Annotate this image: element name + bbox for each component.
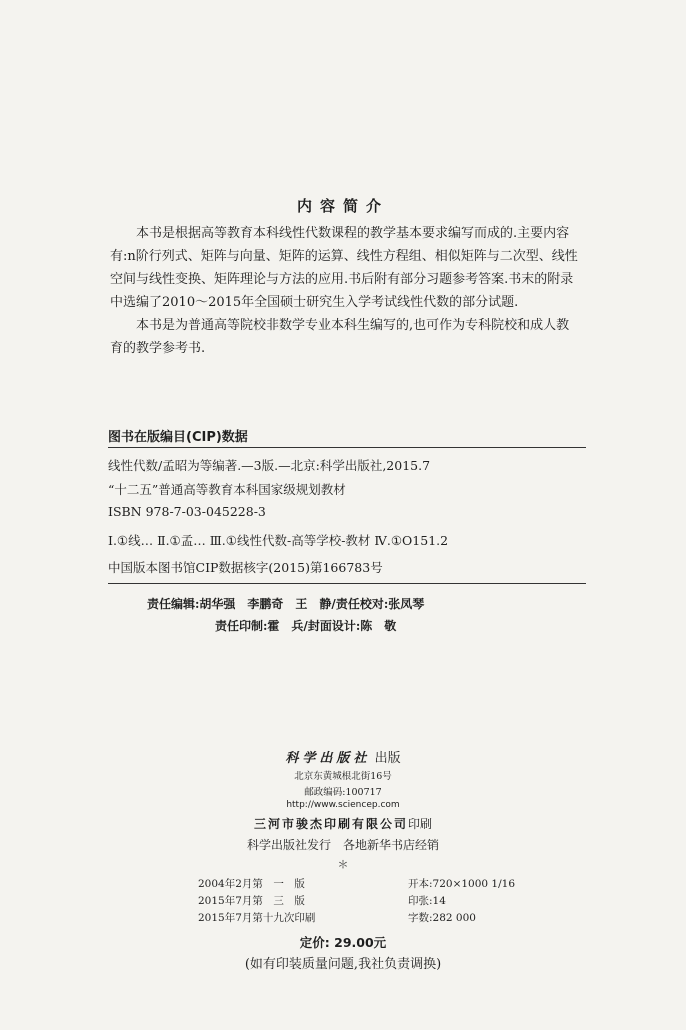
quality-notice: (如有印装质量问题,我社负责调换): [244, 957, 442, 972]
publisher-suffix: 出版: [374, 751, 401, 766]
intro-title: 内容简介: [296, 197, 389, 215]
cip-line-4: Ⅰ.①线… Ⅱ.①孟… Ⅲ.①线性代数-高等学校-教材 Ⅳ.①O151.2: [108, 533, 449, 548]
printing-edition: 2015年7月第十九次印刷: [198, 912, 316, 924]
printing-spec: 字数:282 000: [408, 912, 476, 924]
intro-paragraph-2: 本书是为普通高等院校非数学专业本科生编写的,也可作为专科院校和成人教育的教学参考书.: [110, 318, 570, 356]
publisher-postcode: 邮政编码:100717: [304, 787, 382, 798]
cip-line-3: ISBN 978-7-03-045228-3: [108, 504, 266, 519]
printing-edition: 2004年2月第 一 版: [198, 878, 305, 890]
publisher-address: 北京东黄城根北街16号: [294, 771, 392, 782]
publisher-url: http://www.sciencep.com: [286, 800, 400, 810]
cip-line-1: 线性代数/孟昭为等编著.—3版.—北京:科学出版社,2015.7: [108, 458, 431, 473]
intro-section: [110, 222, 580, 360]
printing-row: [198, 893, 446, 908]
printing-spec: 印张:14: [408, 895, 446, 907]
cip-top-rule: [108, 447, 586, 448]
printer-line: [0, 815, 686, 832]
cip-line-2: “十二五”普通高等教育本科国家级规划教材: [108, 482, 346, 497]
publisher-name: 科学出版社: [285, 751, 371, 766]
price: 定价: 29.00元: [299, 935, 387, 950]
publisher-line: [0, 747, 686, 766]
printer-name: 三河市骏杰印刷有限公司: [253, 817, 408, 831]
editors-line-2: 责任印制:霍 兵/封面设计:陈 敬: [215, 619, 397, 633]
printing-edition: 2015年7月第 三 版: [198, 895, 305, 907]
editors-line-1: 责任编辑:胡华强 李鹏奇 王 静/责任校对:张凤琴: [147, 597, 425, 611]
printing-row: [198, 910, 476, 925]
printing-row: [198, 876, 515, 891]
cip-title: 图书在版编目(CIP)数据: [108, 430, 248, 445]
distribution-line: 科学出版社发行 各地新华书店经销: [246, 838, 439, 852]
printing-spec: 开本:720×1000 1/16: [408, 878, 516, 890]
cip-bottom-rule: [108, 583, 586, 584]
cip-line-5: 中国版本图书馆CIP数据核字(2015)第166783号: [108, 560, 383, 575]
printer-suffix: 印刷: [408, 817, 433, 831]
intro-paragraph-1: 本书是根据高等教育本科线性代数课程的教学基本要求编写而成的.主要内容有:n阶行列式、矩阵与向量、矩阵的运算、线性方程组、相似矩阵与二次型、线性空间与线性变换、矩阵理论与方法的应用.书后附有部分习题参考答案.书末的附录中选编了2010～2015年全国硕士研究生入学考试线性代数的部分试题.: [110, 226, 578, 310]
asterisk-separator: ＊: [337, 858, 349, 871]
